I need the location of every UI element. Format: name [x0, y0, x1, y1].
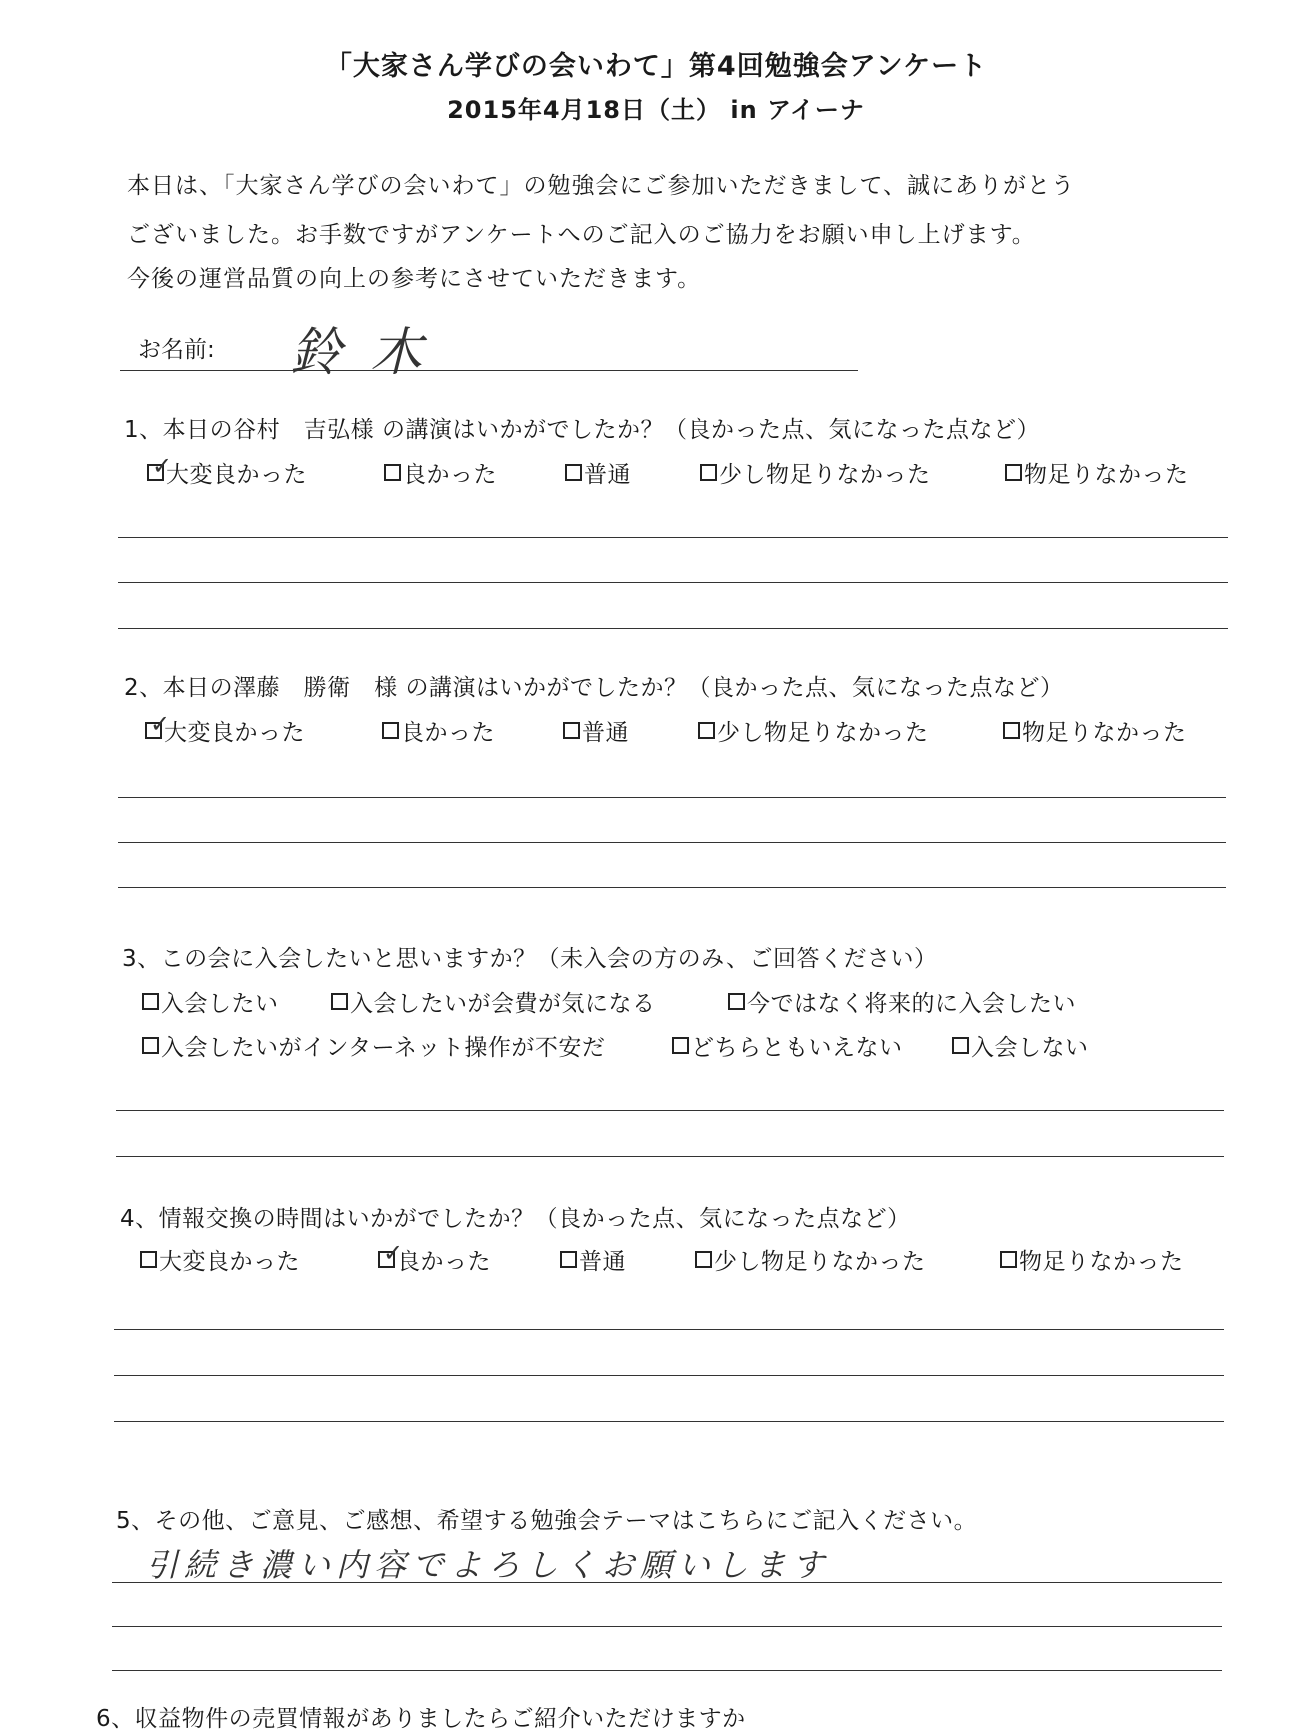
q3-option-4[interactable]: 入会したいがインターネット操作が不安だ — [142, 1029, 605, 1062]
checkbox[interactable] — [382, 722, 399, 739]
q2-option-3[interactable]: 普通 — [563, 714, 629, 747]
q2-answer-line[interactable] — [118, 842, 1226, 843]
checkbox[interactable] — [1005, 464, 1022, 481]
q3-option-2[interactable]: 入会したいが会費が気になる — [331, 985, 656, 1018]
q4-option-1[interactable]: 大変良かった — [140, 1243, 300, 1276]
q4-option-2[interactable]: ✓ 良かった — [378, 1243, 491, 1276]
checkbox[interactable] — [728, 993, 745, 1010]
q1-answer-line[interactable] — [118, 537, 1228, 538]
checkbox[interactable] — [695, 1251, 712, 1268]
checkmark-icon: ✓ — [150, 710, 171, 738]
checkbox[interactable] — [952, 1037, 969, 1054]
q4-answer-line[interactable] — [114, 1329, 1224, 1330]
checkbox[interactable] — [142, 993, 159, 1010]
q2-answer-line[interactable] — [118, 887, 1226, 888]
question-4: 4、情報交換の時間はいかがでしたか？（良かった点、気になった点など） — [120, 1206, 911, 1232]
question-6-cut: 6、収益物件の売買情報がありましたらご紹介いただけますか — [96, 1706, 746, 1732]
q1-option-4[interactable]: 少し物足りなかった — [700, 456, 931, 489]
q1-answer-line[interactable] — [118, 582, 1228, 583]
name-handwritten: 鈴木 — [290, 323, 451, 383]
q2-option-2[interactable]: 良かった — [382, 714, 495, 747]
checkbox[interactable] — [560, 1251, 577, 1268]
q3-option-3[interactable]: 今ではなく将来的に入会したい — [728, 985, 1076, 1018]
checkbox[interactable] — [142, 1037, 159, 1054]
q4-option-3[interactable]: 普通 — [560, 1243, 626, 1276]
q1-option-2[interactable]: 良かった — [384, 456, 497, 489]
intro-line-1: 本日は、「大家さん学びの会いわて」の勉強会にご参加いただきまして、誠にありがとう — [127, 173, 1076, 199]
q2-option-5[interactable]: 物足りなかった — [1003, 714, 1187, 747]
q5-answer-line[interactable] — [112, 1670, 1222, 1671]
checkmark-icon: ✓ — [383, 1239, 404, 1267]
checkbox[interactable] — [384, 464, 401, 481]
intro-line-3: 今後の運営品質の向上の参考にさせていただきます。 — [127, 266, 702, 292]
q3-option-1[interactable]: 入会したい — [142, 985, 279, 1018]
q4-option-5[interactable]: 物足りなかった — [1000, 1243, 1184, 1276]
checkbox[interactable] — [140, 1251, 157, 1268]
q2-answer-line[interactable] — [118, 797, 1226, 798]
checkbox[interactable] — [1000, 1251, 1017, 1268]
checkmark-icon: ✓ — [152, 452, 173, 480]
checkbox[interactable] — [331, 993, 348, 1010]
q3-answer-line[interactable] — [116, 1156, 1224, 1157]
q1-option-5[interactable]: 物足りなかった — [1005, 456, 1189, 489]
checkbox[interactable] — [565, 464, 582, 481]
checkbox[interactable] — [1003, 722, 1020, 739]
question-1: 1、本日の谷村 吉弘様 の講演はいかがでしたか？（良かった点、気になった点など） — [124, 417, 1040, 443]
question-3: 3、この会に入会したいと思いますか？（未入会の方のみ、ご回答ください） — [122, 946, 938, 972]
q4-option-4[interactable]: 少し物足りなかった — [695, 1243, 926, 1276]
question-5: 5、その他、ご意見、ご感想、希望する勉強会テーマはこちらにご記入ください。 — [116, 1508, 978, 1534]
q3-answer-line[interactable] — [116, 1110, 1224, 1111]
checkbox[interactable] — [698, 722, 715, 739]
q4-answer-line[interactable] — [114, 1375, 1224, 1376]
checkbox[interactable] — [700, 464, 717, 481]
checkbox[interactable] — [378, 1239, 404, 1268]
intro-line-2: ございました。お手数ですがアンケートへのご記入のご協力をお願い申し上げます。 — [127, 222, 1036, 248]
q1-option-1[interactable]: ✓ 大変良かった — [147, 456, 307, 489]
q5-answer-line[interactable] — [112, 1626, 1222, 1627]
survey-title: 「大家さん学びの会いわて」第4回勉強会アンケート — [324, 51, 988, 82]
q3-option-5[interactable]: どちらともいえない — [672, 1029, 903, 1062]
q5-handwritten-answer: 引続き濃い内容でよろしくお願いします — [146, 1546, 831, 1584]
survey-date: 2015年4月18日（土） in アイーナ — [447, 96, 865, 124]
checkbox[interactable] — [563, 722, 580, 739]
checkbox[interactable] — [147, 452, 173, 481]
q2-option-4[interactable]: 少し物足りなかった — [698, 714, 929, 747]
q3-option-6[interactable]: 入会しない — [952, 1029, 1089, 1062]
checkbox[interactable] — [145, 710, 171, 739]
checkbox[interactable] — [672, 1037, 689, 1054]
q1-option-3[interactable]: 普通 — [565, 456, 631, 489]
q2-option-1[interactable]: ✓ 大変良かった — [145, 714, 305, 747]
q1-answer-line[interactable] — [118, 628, 1228, 629]
name-field-line[interactable] — [120, 370, 858, 371]
q5-answer-line[interactable] — [112, 1582, 1222, 1583]
name-label: お名前: — [138, 337, 215, 363]
question-2: 2、本日の澤藤 勝衛 様 の講演はいかがでしたか？（良かった点、気になった点など） — [124, 675, 1064, 701]
q4-answer-line[interactable] — [114, 1421, 1224, 1422]
